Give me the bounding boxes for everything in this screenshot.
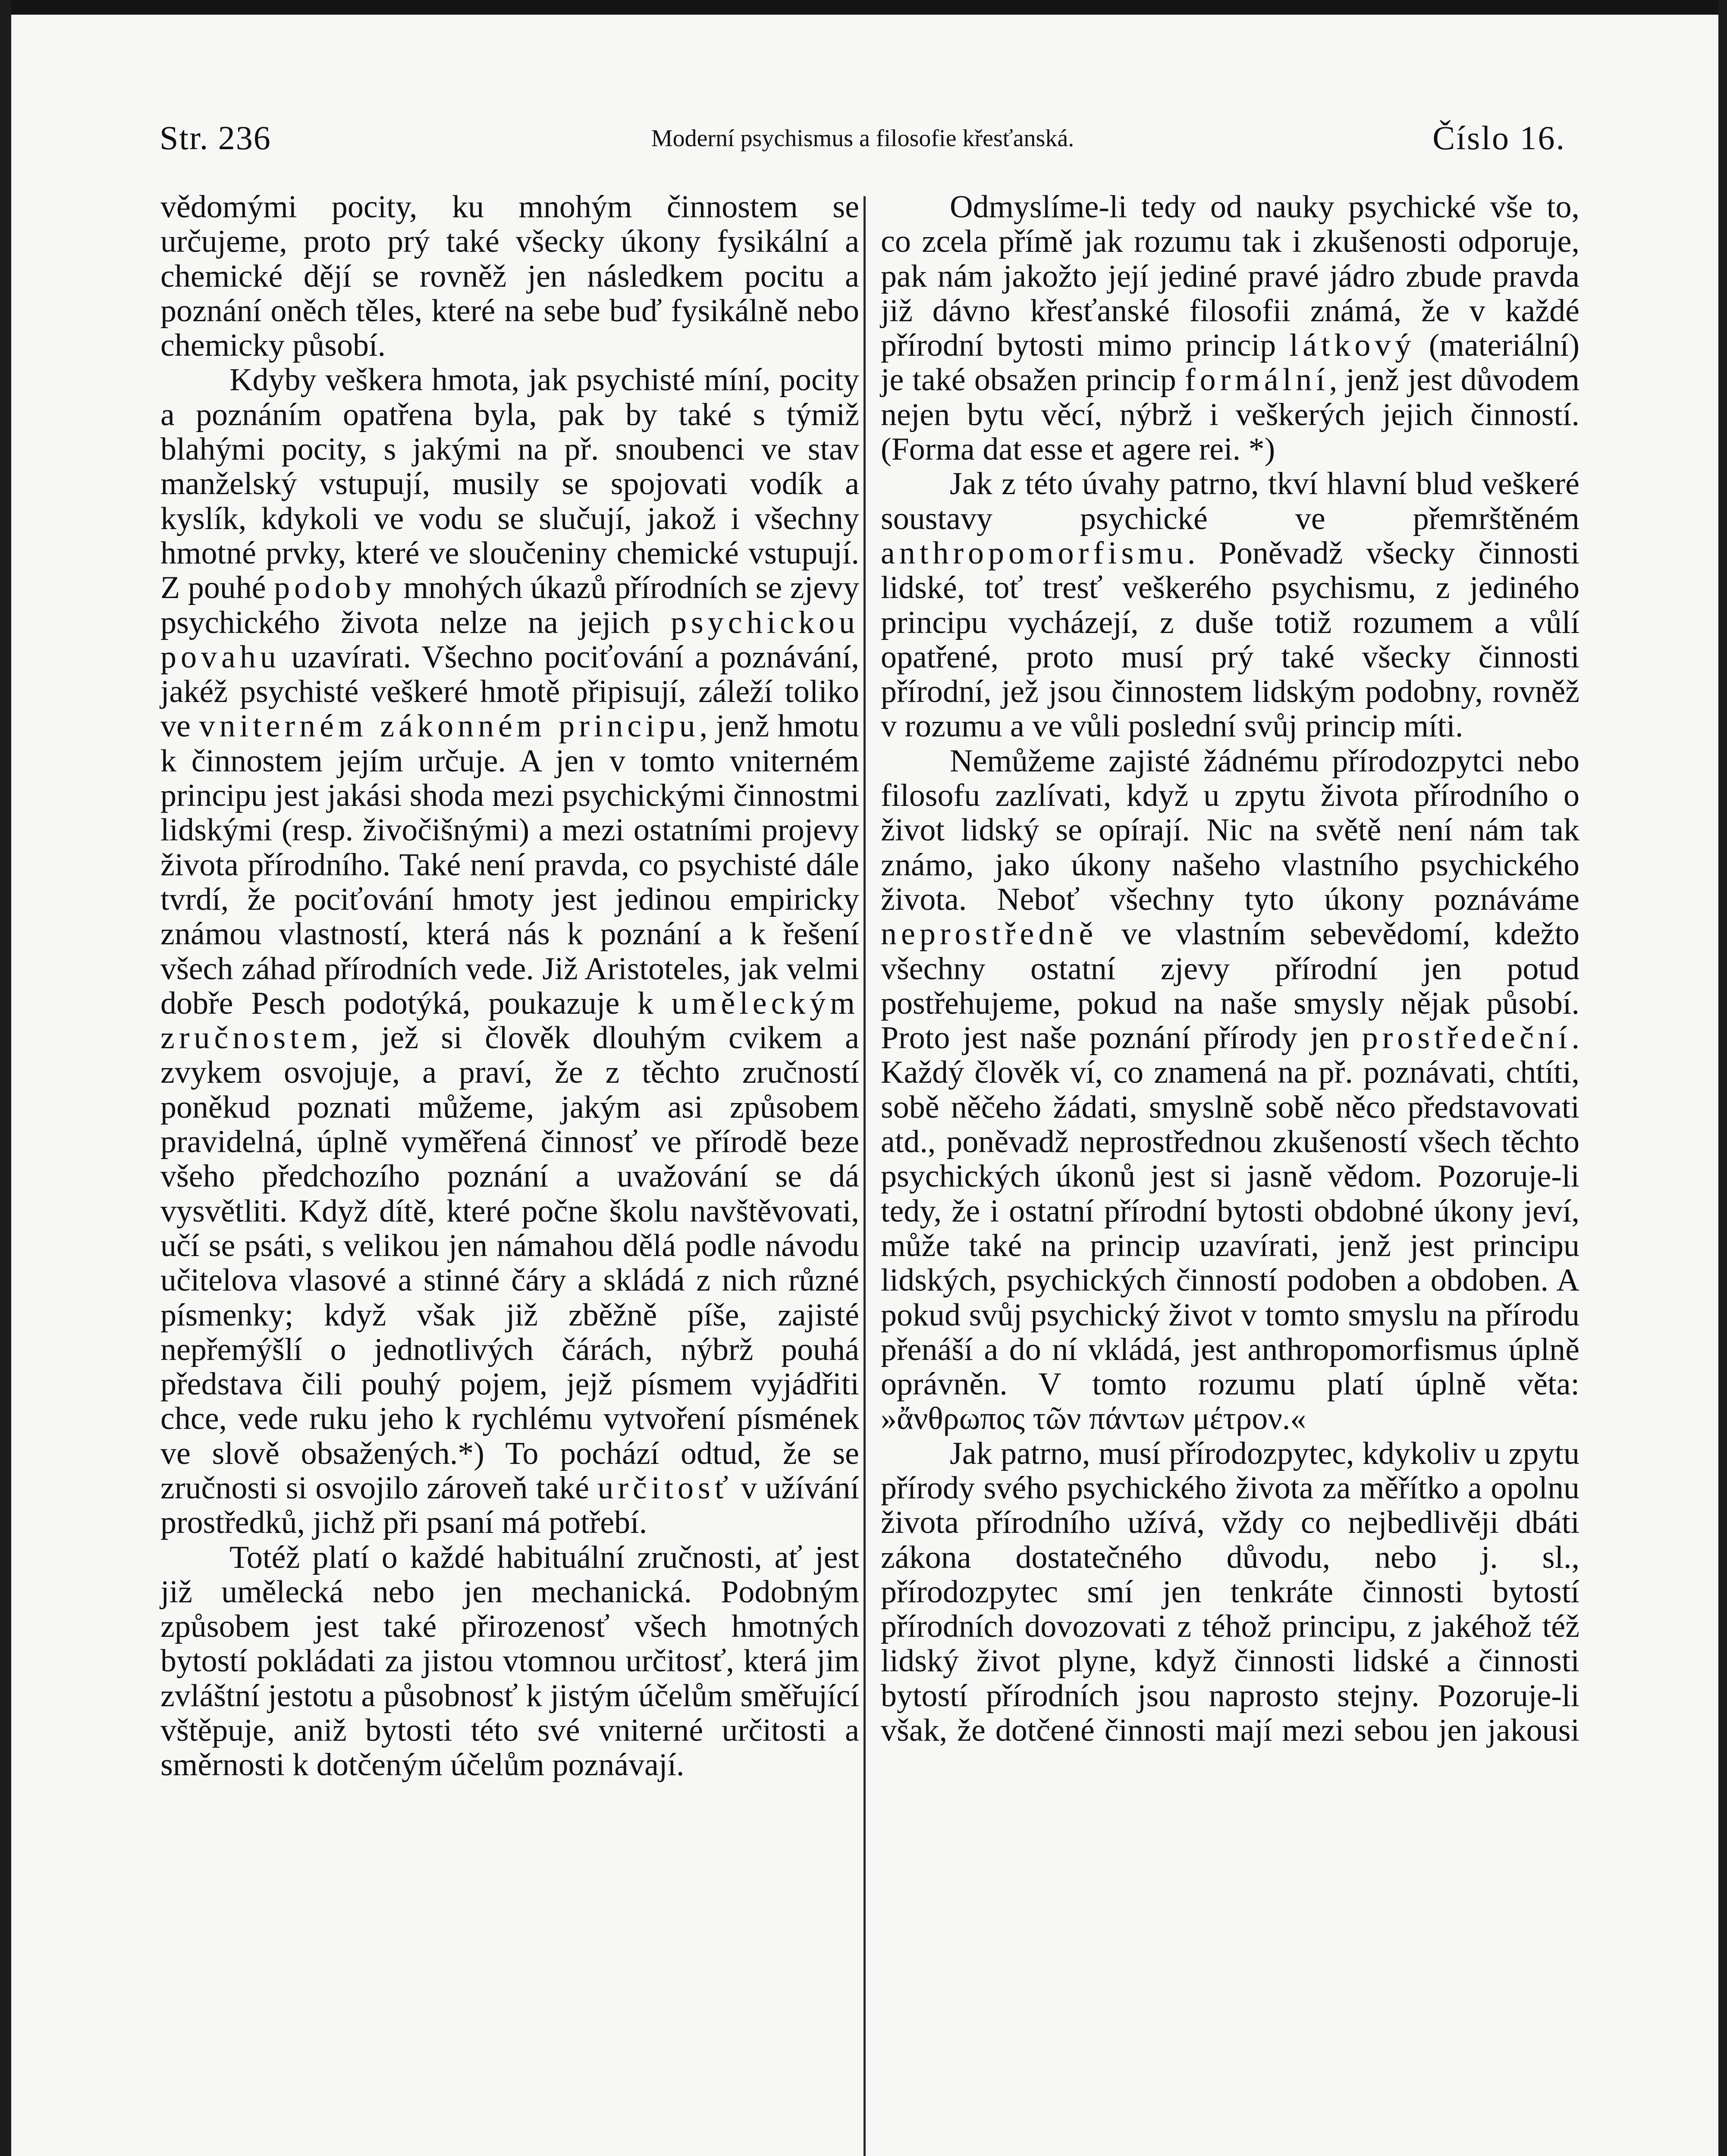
- right-column: [881, 190, 1579, 1748]
- spaced-emphasis: vniterném zákonném principu: [199, 708, 700, 744]
- left-column: [160, 190, 859, 1783]
- paragraph: Totéž platí o každé habituální zručnosti, ať jest již umělecká nebo jen mechanická. Podobným způsobem jest také přirozenosť všech hmotných bytostí pokládati za jistou vtomnou určitosť, která jim zvláštní jestotu a působnosť k jistým účelům směřující vštěpuje, aniž bytosti této své vniterné určitosti a směrnosti k dotčeným účelům poznávají.: [160, 1539, 859, 1783]
- paragraph: Odmyslíme-li tedy od nauky psychické vše to, co zcela přímě jak rozumu tak i zkušenosti odporuje, pak nám jakožto její jediné pravé jádro zbude pravda již dávno křesťanské filosofii známá, že v každé přírodní bytosti mimo princip látkový (materiální) je také obsažen princip formální, jenž jest důvodem nejen bytu věcí, nýbrž i veškerých jejich činností. (Forma dat esse et agere rei. *): [881, 189, 1580, 467]
- paragraph: Jak z této úvahy patrno, tkví hlavní blud veškeré soustavy psychické ve přemrštěném anthropomorfismu. Poněvadž všecky činnosti lidské, toť tresť veškerého psychismu, z jediného principu vycházejí, z duše totiž rozumem a vůlí opatřené, proto musí prý také všecky činnosti přírodní, jež jsou činnostem lidským podobny, rovněž v rozumu a ve vůli poslední svůj princip míti.: [881, 466, 1579, 744]
- paragraph: Nemůžeme zajisté žádnému přírodozpytci nebo filosofu zazlívati, když u zpytu života přírodního o život lidský se opírají. Nic na světě není nám tak známo, jako úkony našeho vlastního psychického života. Neboť všechny tyto úkony poznáváme neprostředně ve vlastním sebevědomí, kdežto všechny ostatní zjevy přírodní jen potud postřehujeme, pokud na naše smysly nějak působí. Proto jest naše poznání přírody jen prostředeční. Každý člověk ví, co znamená na př. poznávati, chtíti, sobě něčeho žádati, smyslně sobě něco představovati atd., poněvadž neprostřednou zkušeností všech těchto psychických úkonů jest si jasně vědom. Pozoruje-li tedy, že i ostatní přírodní bytosti obdobné úkony jeví, může také na princip uzavírati, jenž jest principu lidských, psychických činností podoben a obdoben. A pokud svůj psychický život v tomto smyslu na přírodu přenáší a do ní vkládá, jest anthropomorfismus úplně oprávněn. V tomto rozumu platí úplně věta: »ἄνθρωπος τῶν πάντων μέτρον.«: [881, 743, 1579, 1437]
- page-number: Str. 236: [160, 119, 271, 157]
- paragraph: Jak patrno, musí přírodozpytec, kdykoliv u zpytu přírody svého psychického života za měřítko a opolnu života přírodního užívá, vždy co nejbedlivěji dbáti zákona dostatečného důvodu, nebo j. sl., přírodozpytec smí jen tenkráte činnosti bytostí přírodních dovozovati z téhož principu, z jakéhož též lidský život plyne, když činnosti lidské a činnosti bytostí přírodních jsou naprosto stejny. Pozoruje-li však, že dotčené činnosti mají mezi sebou jen jakousi: [881, 1435, 1579, 1749]
- scan-border-right: [1718, 0, 1727, 2156]
- spaced-emphasis: psychickou povahu: [160, 605, 859, 675]
- scan-border-left: [0, 0, 11, 2156]
- spaced-emphasis: formální: [1184, 362, 1329, 398]
- spaced-emphasis: uměleckým zručnostem: [160, 985, 859, 1056]
- spaced-emphasis: určitosť: [597, 1470, 733, 1506]
- spaced-emphasis: neprostředně: [881, 916, 1098, 952]
- column-divider: [864, 196, 866, 2156]
- spaced-emphasis: prostředeční: [1362, 1020, 1572, 1056]
- spaced-emphasis: látkový: [1289, 328, 1416, 364]
- spaced-emphasis: podoby: [274, 570, 396, 606]
- issue-number: Číslo 16.: [1432, 119, 1566, 157]
- paragraph: Kdyby veškera hmota, jak psychisté míní, pocity a poznáním opatřena byla, pak by také s týmiž blahými pocity, s jakými na př. snoubenci ve stav manželský vstupují, musily se spojovati vodík a kyslík, kdykoli ve vodu se slučují, jakož i všechny hmotné prvky, které ve sloučeniny chemické vstupují. Z pouhé podoby mnohých úkazů přírodních se zjevy psychického života nelze na jejich psychickou povahu uzavírati. Všechno pociťování a poznávání, jakéž psychisté veškeré hmotě připisují, záleží toliko ve vniterném zákonném principu, jenž hmotu k činnostem jejím určuje. A jen v tomto vniterném principu jest jakási shoda mezi psychickými činnostmi lidskými (resp. živočišnými) a mezi ostatními projevy života přírodního. Také není pravda, co psychisté dále tvrdí, že pociťování hmoty jest jedinou empiricky známou vlastností, která nás k poznání a k řešení všech záhad přírodních vede. Již Aristoteles, jak velmi dobře Pesch podotýká, poukazuje k uměleckým zručnostem, jež si člověk dlouhým cvikem a zvykem osvojuje, a praví, že z těchto zručností poněkud poznati můžeme, jakým asi způsobem pravidelná, úplně vyměřená činnosť ve přírodě beze všeho předchozího poznání a uvažování se dá vysvětliti. Když dítě, které počne školu navštěvovati, učí se psáti, s velikou jen námahou dělá podle návodu učitelova vlasové a stinné čáry a skládá z nich různé písmenky; když však již zběžně píše, zajisté nepřemýšlí o jednotlivých čárách, nýbrž pouhá představa čili pouhý pojem, jejž písmem vyjádřiti chce, vede ruku jeho k rychlému vytvoření písmének ve slově obsažených.*) To pochází odtud, že se zručnosti si osvojilo zároveň také určitosť v užívání prostředků, jichž při psaní má potřebí.: [160, 362, 860, 1541]
- running-title: Moderní psychismus a filosofie křesťanská.: [651, 125, 1074, 152]
- spaced-emphasis: anthropomorfismu: [881, 535, 1187, 571]
- running-header: [160, 119, 1566, 170]
- paragraph: vědomými pocity, ku mnohým činnostem se určujeme, proto prý také všecky úkony fysikální a chemické dějí se rovněž jen následkem pocitu a poznání oněch těles, které na sebe buď fysikálně nebo chemicky působí.: [160, 189, 859, 364]
- scan-border-top: [0, 0, 1727, 15]
